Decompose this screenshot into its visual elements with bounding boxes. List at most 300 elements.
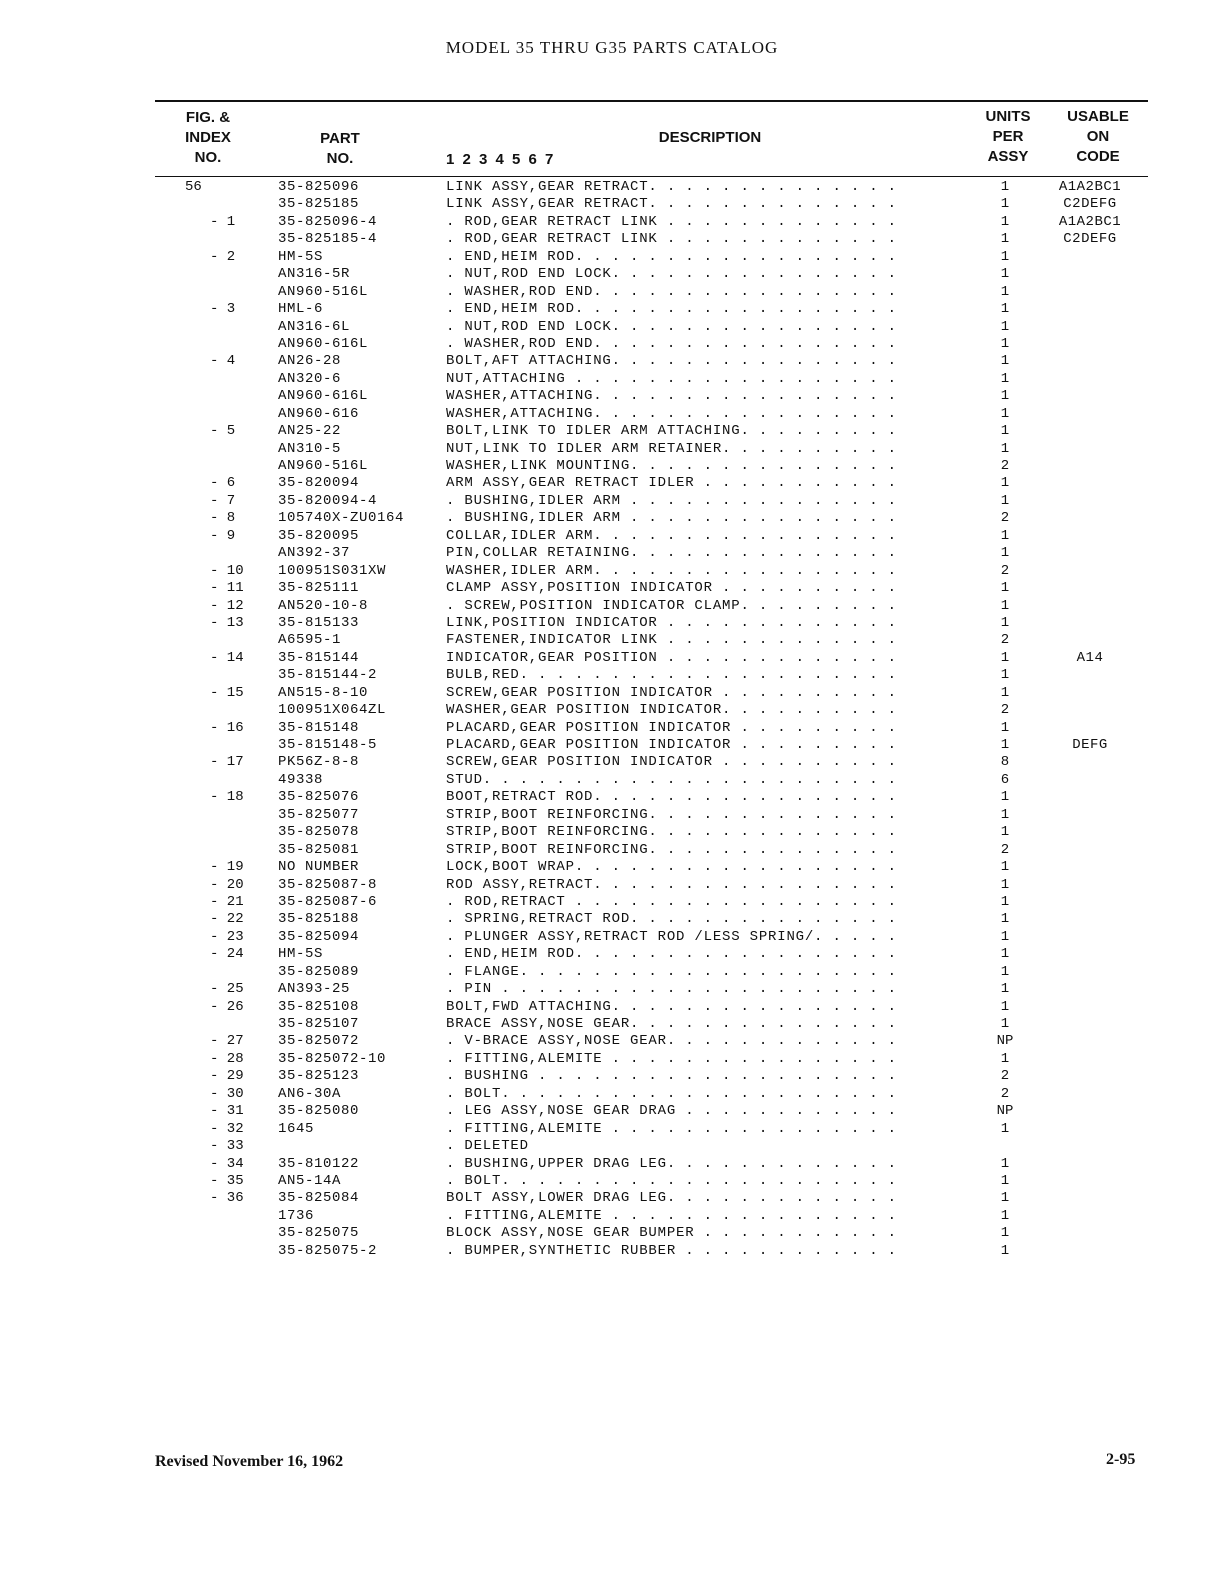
part-number-cell: 35-815144 [278, 649, 360, 666]
units-per-assy-cell: 1 [1000, 998, 1010, 1015]
part-number-cell: NO NUMBER [278, 859, 360, 876]
units-per-assy-cell: 2 [1000, 562, 1010, 579]
units-per-assy-cell: 1 [1000, 649, 1010, 666]
units-per-assy-cell: 1 [1000, 876, 1010, 893]
parts-list [0, 179, 1224, 1260]
part-number-cell: 49338 [278, 771, 324, 788]
units-per-assy-cell: 1 [1000, 1242, 1010, 1259]
table-row [0, 353, 1224, 370]
table-row [0, 1138, 1224, 1155]
part-number-cell: 35-825123 [278, 1068, 360, 1085]
fig-index-cell: 56 [185, 179, 202, 195]
fig-index-cell: - 18 [210, 789, 244, 806]
part-number-cell: 35-815148-5 [278, 737, 378, 753]
description-cell: . V-BRACE ASSY,NOSE GEAR. . . . . . . . . . . . . [446, 1033, 897, 1050]
header-description: DESCRIPTION [658, 129, 762, 146]
description-cell: . LEG ASSY,NOSE GEAR DRAG . . . . . . . . . . . . [446, 1103, 897, 1120]
fig-index-cell: - 33 [210, 1138, 244, 1155]
part-number-cell: 35-820094 [278, 475, 360, 492]
part-number-cell: AN515-8-10 [278, 684, 369, 701]
part-number-cell: 35-825089 [278, 963, 360, 980]
units-per-assy-cell: 1 [1000, 928, 1010, 945]
part-number-cell: 35-825076 [278, 789, 360, 806]
table-row [0, 1051, 1224, 1068]
units-per-assy-cell: 6 [1000, 771, 1010, 788]
table-row [0, 754, 1224, 771]
table-row [0, 598, 1224, 615]
part-number-cell: 1645 [278, 1120, 315, 1137]
part-number-cell: 35-825094 [278, 928, 360, 945]
part-number-cell: 35-825107 [278, 1016, 360, 1032]
units-per-assy-cell: 1 [1000, 266, 1010, 283]
header-part-no: PART NO. [320, 130, 360, 167]
units-per-assy-cell: 1 [1000, 737, 1010, 753]
units-per-assy-cell: 1 [1000, 963, 1010, 980]
units-per-assy-cell: NP [996, 1033, 1014, 1050]
part-number-cell: 35-825072 [278, 1033, 360, 1050]
table-row [0, 563, 1224, 580]
table-row [0, 336, 1224, 353]
fig-index-cell: - 21 [210, 893, 244, 910]
description-cell: . BUSHING,IDLER ARM . . . . . . . . . . . . . . . [446, 492, 897, 509]
fig-index-cell: - 13 [210, 614, 244, 631]
table-row [0, 650, 1224, 667]
header-units-per-assy: UNITS PER ASSY [985, 108, 1031, 165]
part-number-cell: AN320-6 [278, 370, 342, 387]
units-per-assy-cell: 1 [1000, 893, 1010, 910]
description-cell: NUT,ATTACHING . . . . . . . . . . . . . . . . . . [446, 370, 897, 387]
units-per-assy-cell: 1 [1000, 1120, 1010, 1137]
units-per-assy-cell: 1 [1000, 806, 1010, 823]
part-number-cell: 35-825072-10 [278, 1050, 387, 1067]
part-number-cell: A6595-1 [278, 632, 342, 649]
description-cell: WASHER,LINK MOUNTING. . . . . . . . . . . . . . . [446, 458, 897, 474]
fig-index-cell: - 24 [210, 946, 244, 963]
table-row [0, 807, 1224, 824]
description-cell: . BUSHING,UPPER DRAG LEG. . . . . . . . . . . . . [446, 1155, 897, 1172]
description-cell: BOLT,AFT ATTACHING. . . . . . . . . . . . . . . . [446, 353, 897, 370]
units-per-assy-cell: 1 [1000, 388, 1010, 405]
table-row [0, 1156, 1224, 1173]
fig-index-cell: - 15 [210, 684, 244, 701]
fig-index-cell: - 26 [210, 998, 244, 1015]
header-fig-index: FIG. & INDEX NO. [185, 109, 231, 166]
units-per-assy-cell: 1 [1000, 545, 1010, 562]
fig-index-cell: - 35 [210, 1172, 244, 1189]
page-title: MODEL 35 THRU G35 PARTS CATALOG [445, 38, 779, 57]
part-number-cell: 35-825075-2 [278, 1242, 378, 1259]
description-cell: STRIP,BOOT REINFORCING. . . . . . . . . . . . . . [446, 841, 897, 858]
part-number-cell: 35-825087-6 [278, 893, 378, 910]
description-cell: SCREW,GEAR POSITION INDICATOR . . . . . . . . . . [446, 684, 897, 701]
units-per-assy-cell: 2 [1000, 458, 1010, 474]
table-row [0, 1190, 1224, 1207]
part-number-cell: 35-825188 [278, 911, 360, 928]
part-number-cell: PK56Z-8-8 [278, 754, 360, 771]
part-number-cell: AN26-28 [278, 353, 342, 370]
description-cell: WASHER,GEAR POSITION INDICATOR. . . . . . . . . . [446, 702, 897, 719]
table-row [0, 371, 1224, 388]
part-number-cell: 35-825087-8 [278, 876, 378, 893]
description-cell: WASHER,ATTACHING. . . . . . . . . . . . . . . . . [446, 388, 897, 405]
part-number-cell: 1736 [278, 1207, 315, 1224]
fig-index-cell: - 3 [210, 301, 236, 318]
fig-index-cell: - 6 [210, 475, 236, 492]
table-row [0, 1208, 1224, 1225]
part-number-cell: 35-815133 [278, 614, 360, 631]
fig-index-cell: - 36 [210, 1190, 244, 1207]
table-row [0, 493, 1224, 510]
part-number-cell: 35-825185-4 [278, 231, 378, 248]
table-row [0, 406, 1224, 423]
part-number-cell: 35-825084 [278, 1190, 360, 1207]
units-per-assy-cell: 1 [1000, 859, 1010, 876]
table-row [0, 789, 1224, 806]
part-number-cell: 35-825096-4 [278, 213, 378, 230]
usable-code-cell: A14 [1076, 649, 1104, 666]
description-cell: . BUSHING,IDLER ARM . . . . . . . . . . . . . . . [446, 510, 897, 527]
part-number-cell: AN316-6L [278, 318, 351, 335]
units-per-assy-cell: 1 [1000, 440, 1010, 457]
description-cell: . BOLT. . . . . . . . . . . . . . . . . . . . . . [446, 1172, 897, 1189]
description-cell: . END,HEIM ROD. . . . . . . . . . . . . . . . . . [446, 946, 897, 963]
part-number-cell: 35-825108 [278, 998, 360, 1015]
fig-index-cell: - 25 [210, 981, 244, 998]
fig-index-cell: - 7 [210, 492, 236, 509]
description-cell: BRACE ASSY,NOSE GEAR. . . . . . . . . . . . . . . [446, 1016, 897, 1032]
description-cell: . ROD,RETRACT . . . . . . . . . . . . . . . . . . [446, 893, 897, 910]
part-number-cell: AN960-516L [278, 283, 369, 300]
table-row [0, 1225, 1224, 1242]
description-cell: NUT,LINK TO IDLER ARM RETAINER. . . . . . . . . . [446, 440, 897, 457]
units-per-assy-cell: 1 [1000, 1050, 1010, 1067]
units-per-assy-cell: 1 [1000, 318, 1010, 335]
description-cell: BOOT,RETRACT ROD. . . . . . . . . . . . . . . . . [446, 789, 897, 806]
fig-index-cell: - 27 [210, 1033, 244, 1050]
table-row [0, 214, 1224, 231]
description-cell: . FITTING,ALEMITE . . . . . . . . . . . . . . . . [446, 1207, 897, 1224]
units-per-assy-cell: 2 [1000, 1068, 1010, 1085]
units-per-assy-cell: 1 [1000, 196, 1010, 213]
part-number-cell: 35-810122 [278, 1155, 360, 1172]
part-number-cell: 105740X-ZU0164 [278, 510, 405, 527]
fig-index-cell: - 4 [210, 353, 236, 370]
part-number-cell: 35-825096 [278, 179, 360, 195]
units-per-assy-cell: 1 [1000, 492, 1010, 509]
units-per-assy-cell: 1 [1000, 580, 1010, 597]
table-row [0, 458, 1224, 475]
table-row [0, 842, 1224, 859]
table-row [0, 1086, 1224, 1103]
units-per-assy-cell: 2 [1000, 632, 1010, 649]
table-row [0, 475, 1224, 492]
description-cell: WASHER,IDLER ARM. . . . . . . . . . . . . . . . . [446, 562, 897, 579]
units-per-assy-cell: 1 [1000, 213, 1010, 230]
units-per-assy-cell: 1 [1000, 824, 1010, 841]
table-row [0, 1243, 1224, 1260]
units-per-assy-cell: 1 [1000, 1155, 1010, 1172]
description-cell: . SCREW,POSITION INDICATOR CLAMP. . . . . . . . . [446, 597, 897, 614]
header-indent-digits: 1 2 3 4 5 6 7 [446, 151, 556, 168]
page-number: 2-95 [1106, 1451, 1136, 1468]
description-cell: . PLUNGER ASSY,RETRACT ROD /LESS SPRING/. . . . . [446, 928, 897, 945]
description-cell: . ROD,GEAR RETRACT LINK . . . . . . . . . . . . . [446, 213, 897, 230]
table-row [0, 981, 1224, 998]
table-row [0, 423, 1224, 440]
units-per-assy-cell: 1 [1000, 248, 1010, 265]
units-per-assy-cell: 1 [1000, 981, 1010, 998]
part-number-cell: AN960-616L [278, 388, 369, 405]
description-cell: . FLANGE. . . . . . . . . . . . . . . . . . . . . [446, 963, 897, 980]
units-per-assy-cell: 8 [1000, 754, 1010, 771]
units-per-assy-cell: 1 [1000, 1172, 1010, 1189]
description-cell: ROD ASSY,RETRACT. . . . . . . . . . . . . . . . . [446, 876, 897, 893]
description-cell: STRIP,BOOT REINFORCING. . . . . . . . . . . . . . [446, 806, 897, 823]
description-cell: . ROD,GEAR RETRACT LINK . . . . . . . . . . . . . [446, 231, 897, 248]
table-row [0, 580, 1224, 597]
units-per-assy-cell: 1 [1000, 370, 1010, 387]
table-row [0, 632, 1224, 649]
units-per-assy-cell: 2 [1000, 510, 1010, 527]
units-per-assy-cell: 1 [1000, 684, 1010, 701]
table-row [0, 824, 1224, 841]
fig-index-cell: - 23 [210, 928, 244, 945]
description-cell: LOCK,BOOT WRAP. . . . . . . . . . . . . . . . . . [446, 859, 897, 876]
description-cell: BOLT,FWD ATTACHING. . . . . . . . . . . . . . . . [446, 998, 897, 1015]
table-row [0, 999, 1224, 1016]
table-row [0, 737, 1224, 754]
fig-index-cell: - 22 [210, 911, 244, 928]
table-row [0, 964, 1224, 981]
units-per-assy-cell: 1 [1000, 1016, 1010, 1032]
units-per-assy-cell: 1 [1000, 179, 1010, 195]
table-row [0, 266, 1224, 283]
table-row [0, 284, 1224, 301]
part-number-cell: 35-825075 [278, 1225, 360, 1242]
part-number-cell: 35-825111 [278, 580, 360, 597]
part-number-cell: AN25-22 [278, 423, 342, 440]
units-per-assy-cell: 1 [1000, 527, 1010, 544]
fig-index-cell: - 9 [210, 527, 236, 544]
table-row [0, 685, 1224, 702]
part-number-cell: AN960-616 [278, 405, 360, 422]
units-per-assy-cell: 1 [1000, 423, 1010, 440]
description-cell: . PIN . . . . . . . . . . . . . . . . . . . . . . [446, 981, 897, 998]
part-number-cell: 35-825078 [278, 824, 360, 841]
part-number-cell: AN520-10-8 [278, 597, 369, 614]
units-per-assy-cell: 1 [1000, 789, 1010, 806]
description-cell: . BUMPER,SYNTHETIC RUBBER . . . . . . . . . . . . [446, 1242, 897, 1259]
units-per-assy-cell: 2 [1000, 841, 1010, 858]
table-row [0, 702, 1224, 719]
usable-code-cell: A1A2BC1 [1058, 213, 1122, 230]
description-cell: . END,HEIM ROD. . . . . . . . . . . . . . . . . . [446, 248, 897, 265]
description-cell: WASHER,ATTACHING. . . . . . . . . . . . . . . . . [446, 405, 897, 422]
fig-index-cell: - 10 [210, 562, 244, 579]
header-bottom-rule [155, 176, 1148, 177]
description-cell: COLLAR,IDLER ARM. . . . . . . . . . . . . . . . . [446, 527, 897, 544]
part-number-cell: AN392-37 [278, 545, 351, 562]
table-row [0, 1016, 1224, 1033]
description-cell: . END,HEIM ROD. . . . . . . . . . . . . . . . . . [446, 301, 897, 318]
part-number-cell: AN5-14A [278, 1172, 342, 1189]
description-cell: SCREW,GEAR POSITION INDICATOR . . . . . . . . . . [446, 754, 897, 771]
table-row [0, 441, 1224, 458]
table-row [0, 1103, 1224, 1120]
usable-code-cell: DEFG [1072, 737, 1108, 753]
fig-index-cell: - 14 [210, 649, 244, 666]
units-per-assy-cell: 1 [1000, 301, 1010, 318]
fig-index-cell: - 31 [210, 1103, 244, 1120]
description-cell: LINK,POSITION INDICATOR . . . . . . . . . . . . . [446, 614, 897, 631]
description-cell: BLOCK ASSY,NOSE GEAR BUMPER . . . . . . . . . . . [446, 1225, 897, 1242]
fig-index-cell: - 1 [210, 213, 236, 230]
table-row [0, 720, 1224, 737]
header-usable-on-code: USABLE ON CODE [1067, 108, 1129, 165]
units-per-assy-cell: 1 [1000, 597, 1010, 614]
part-number-cell: 35-815144-2 [278, 667, 378, 684]
table-row [0, 877, 1224, 894]
units-per-assy-cell: 1 [1000, 475, 1010, 492]
part-number-cell: AN310-5 [278, 440, 342, 457]
part-number-cell: HML-6 [278, 301, 324, 318]
description-cell: FASTENER,INDICATOR LINK . . . . . . . . . . . . . [446, 632, 897, 649]
description-cell: LINK ASSY,GEAR RETRACT. . . . . . . . . . . . . . [446, 179, 897, 195]
description-cell: PLACARD,GEAR POSITION INDICATOR . . . . . . . . . [446, 719, 897, 736]
description-cell: PLACARD,GEAR POSITION INDICATOR . . . . . . . . . [446, 737, 897, 753]
fig-index-cell: - 30 [210, 1085, 244, 1102]
fig-index-cell: - 20 [210, 876, 244, 893]
revision-date: Revised November 16, 1962 [155, 1453, 344, 1470]
fig-index-cell: - 34 [210, 1155, 244, 1172]
part-number-cell: AN960-616L [278, 335, 369, 352]
table-row [0, 929, 1224, 946]
table-row [0, 231, 1224, 248]
table-row [0, 667, 1224, 684]
table-row [0, 911, 1224, 928]
table-row [0, 179, 1224, 196]
units-per-assy-cell: 1 [1000, 353, 1010, 370]
table-row [0, 388, 1224, 405]
fig-index-cell: - 11 [210, 580, 244, 597]
table-row [0, 1173, 1224, 1190]
units-per-assy-cell: 1 [1000, 719, 1010, 736]
units-per-assy-cell: 2 [1000, 702, 1010, 719]
description-cell: BULB,RED. . . . . . . . . . . . . . . . . . . . . [446, 667, 897, 684]
units-per-assy-cell: NP [996, 1103, 1014, 1120]
description-cell: . BOLT. . . . . . . . . . . . . . . . . . . . . . [446, 1085, 897, 1102]
description-cell: CLAMP ASSY,POSITION INDICATOR . . . . . . . . . . [446, 580, 897, 597]
fig-index-cell: - 16 [210, 719, 244, 736]
usable-code-cell: C2DEFG [1063, 196, 1117, 213]
units-per-assy-cell: 2 [1000, 1085, 1010, 1102]
description-cell: . NUT,ROD END LOCK. . . . . . . . . . . . . . . . [446, 318, 897, 335]
part-number-cell: 100951X064ZL [278, 702, 387, 719]
units-per-assy-cell: 1 [1000, 335, 1010, 352]
units-per-assy-cell: 1 [1000, 911, 1010, 928]
usable-code-cell: C2DEFG [1063, 231, 1117, 248]
description-cell: . WASHER,ROD END. . . . . . . . . . . . . . . . . [446, 283, 897, 300]
fig-index-cell: - 19 [210, 859, 244, 876]
description-cell: . FITTING,ALEMITE . . . . . . . . . . . . . . . . [446, 1120, 897, 1137]
fig-index-cell: - 28 [210, 1050, 244, 1067]
description-cell: . NUT,ROD END LOCK. . . . . . . . . . . . . . . . [446, 266, 897, 283]
units-per-assy-cell: 1 [1000, 283, 1010, 300]
part-number-cell: 35-820094-4 [278, 492, 378, 509]
part-number-cell: AN960-516L [278, 458, 369, 474]
part-number-cell: 35-825077 [278, 806, 360, 823]
table-row [0, 894, 1224, 911]
table-row [0, 319, 1224, 336]
description-cell: BOLT ASSY,LOWER DRAG LEG. . . . . . . . . . . . . [446, 1190, 897, 1207]
table-row [0, 1121, 1224, 1138]
fig-index-cell: - 5 [210, 423, 236, 440]
header-top-rule [155, 100, 1148, 102]
units-per-assy-cell: 1 [1000, 667, 1010, 684]
fig-index-cell: - 8 [210, 510, 236, 527]
units-per-assy-cell: 1 [1000, 1190, 1010, 1207]
part-number-cell: AN6-30A [278, 1085, 342, 1102]
table-row [0, 510, 1224, 527]
fig-index-cell: - 2 [210, 248, 236, 265]
table-row [0, 528, 1224, 545]
part-number-cell: 100951S031XW [278, 562, 387, 579]
description-cell: . SPRING,RETRACT ROD. . . . . . . . . . . . . . . [446, 911, 897, 928]
part-number-cell: 35-825080 [278, 1103, 360, 1120]
fig-index-cell: - 29 [210, 1068, 244, 1085]
table-row [0, 196, 1224, 213]
part-number-cell: AN393-25 [278, 981, 351, 998]
units-per-assy-cell: 1 [1000, 405, 1010, 422]
description-cell: . BUSHING . . . . . . . . . . . . . . . . . . . . [446, 1068, 897, 1085]
part-number-cell: HM-5S [278, 248, 324, 265]
table-row [0, 545, 1224, 562]
fig-index-cell: - 17 [210, 754, 244, 771]
units-per-assy-cell: 1 [1000, 231, 1010, 248]
usable-code-cell: A1A2BC1 [1058, 179, 1122, 195]
table-row [0, 1033, 1224, 1050]
description-cell: LINK ASSY,GEAR RETRACT. . . . . . . . . . . . . . [446, 196, 897, 213]
part-number-cell: 35-825081 [278, 841, 360, 858]
part-number-cell: AN316-5R [278, 266, 351, 283]
table-row [0, 1068, 1224, 1085]
table-row [0, 772, 1224, 789]
description-cell: INDICATOR,GEAR POSITION . . . . . . . . . . . . . [446, 649, 897, 666]
table-row [0, 301, 1224, 318]
fig-index-cell: - 32 [210, 1120, 244, 1137]
units-per-assy-cell: 1 [1000, 614, 1010, 631]
part-number-cell: 35-815148 [278, 719, 360, 736]
description-cell: ARM ASSY,GEAR RETRACT IDLER . . . . . . . . . . . [446, 475, 897, 492]
part-number-cell: HM-5S [278, 946, 324, 963]
description-cell: PIN,COLLAR RETAINING. . . . . . . . . . . . . . . [446, 545, 897, 562]
table-row [0, 615, 1224, 632]
table-row [0, 249, 1224, 266]
description-cell: BOLT,LINK TO IDLER ARM ATTACHING. . . . . . . . . [446, 423, 897, 440]
description-cell: STRIP,BOOT REINFORCING. . . . . . . . . . . . . . [446, 824, 897, 841]
table-row [0, 946, 1224, 963]
table-row [0, 859, 1224, 876]
part-number-cell: 35-820095 [278, 527, 360, 544]
description-cell: . WASHER,ROD END. . . . . . . . . . . . . . . . . [446, 335, 897, 352]
description-cell: . FITTING,ALEMITE . . . . . . . . . . . . . . . . [446, 1050, 897, 1067]
part-number-cell: 35-825185 [278, 196, 360, 213]
description-cell: . DELETED [446, 1138, 529, 1155]
units-per-assy-cell: 1 [1000, 1207, 1010, 1224]
units-per-assy-cell: 1 [1000, 1225, 1010, 1242]
units-per-assy-cell: 1 [1000, 946, 1010, 963]
fig-index-cell: - 12 [210, 597, 244, 614]
